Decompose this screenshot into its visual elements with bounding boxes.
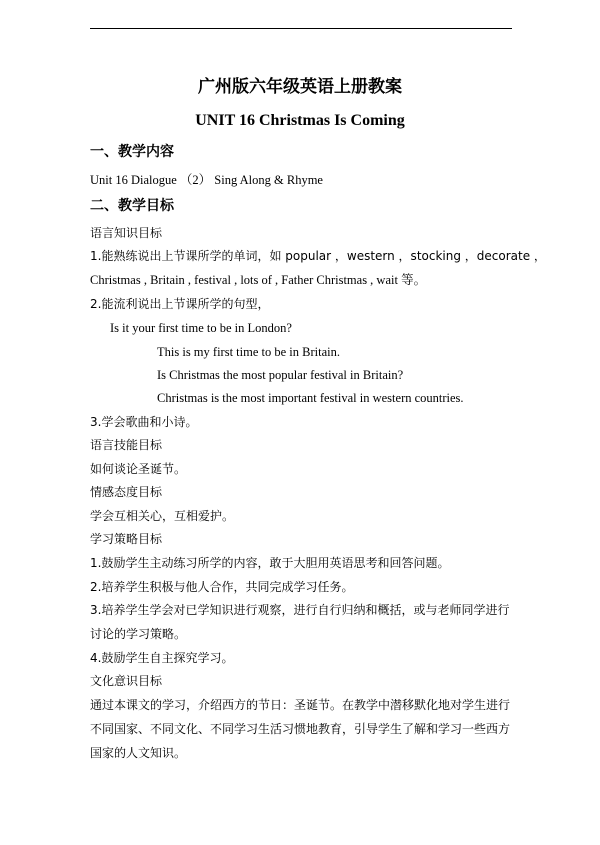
text-line: 国家的人文知识。 (90, 746, 187, 760)
text-line: 情感态度目标 (90, 485, 163, 499)
text-line: 如何谈论圣诞节。 (90, 462, 187, 476)
text-line: 3.培养学生学会对已学知识进行观察，进行自行归纳和概括，或与老师同学进行 (90, 603, 510, 617)
document-title: 广州版六年级英语上册教案 (198, 77, 402, 97)
sentence-line: Christmas is the most important festival in western countries. (157, 391, 464, 405)
text-line: Christmas , Britain , festival , lots of , Father Christmas , wait 等。 (90, 273, 427, 287)
text-line: 通过本课文的学习，介绍西方的节日：圣诞节。在教学中潜移默化地对学生进行 (90, 698, 511, 712)
text-line: 学习策略目标 (90, 532, 163, 546)
text-line: 2.能流利说出上节课所学的句型， (90, 297, 270, 311)
text-line: 1.能熟练说出上节课所学的单词，如 popular ，western ，stocking ，decorate ， (90, 249, 546, 263)
text-line: 学会互相关心，互相爱护。 (90, 509, 235, 523)
text-line: 不同国家、不同文化、不同学习生活习惯地教育，引导学生了解和学习一些西方 (90, 722, 511, 736)
text-line: 1.鼓励学生主动练习所学的内容，敢于大胆用英语思考和回答问题。 (90, 556, 450, 570)
header-rule (90, 28, 512, 29)
text-line: 语言知识目标 (90, 226, 163, 240)
text-line: 讨论的学习策略。 (90, 627, 187, 641)
unit-title: UNIT 16 Christmas Is Coming (195, 112, 405, 129)
text-line: 4.鼓励学生自主探究学习。 (90, 651, 234, 665)
sentence-line: Is it your first time to be in London? (110, 321, 292, 335)
content-line: Unit 16 Dialogue （2） Sing Along & Rhyme (90, 173, 323, 187)
sentence-line: This is my first time to be in Britain. (157, 345, 340, 359)
section-heading-content: 一、教学内容 (90, 144, 174, 160)
text-line: 2.培养学生积极与他人合作，共同完成学习任务。 (90, 580, 354, 594)
text-line: 文化意识目标 (90, 674, 163, 688)
section-heading-objectives: 二、教学目标 (90, 198, 174, 214)
text-line: 3.学会歌曲和小诗。 (90, 415, 198, 429)
text-line: 语言技能目标 (90, 438, 163, 452)
sentence-line: Is Christmas the most popular festival in Britain? (157, 368, 404, 382)
